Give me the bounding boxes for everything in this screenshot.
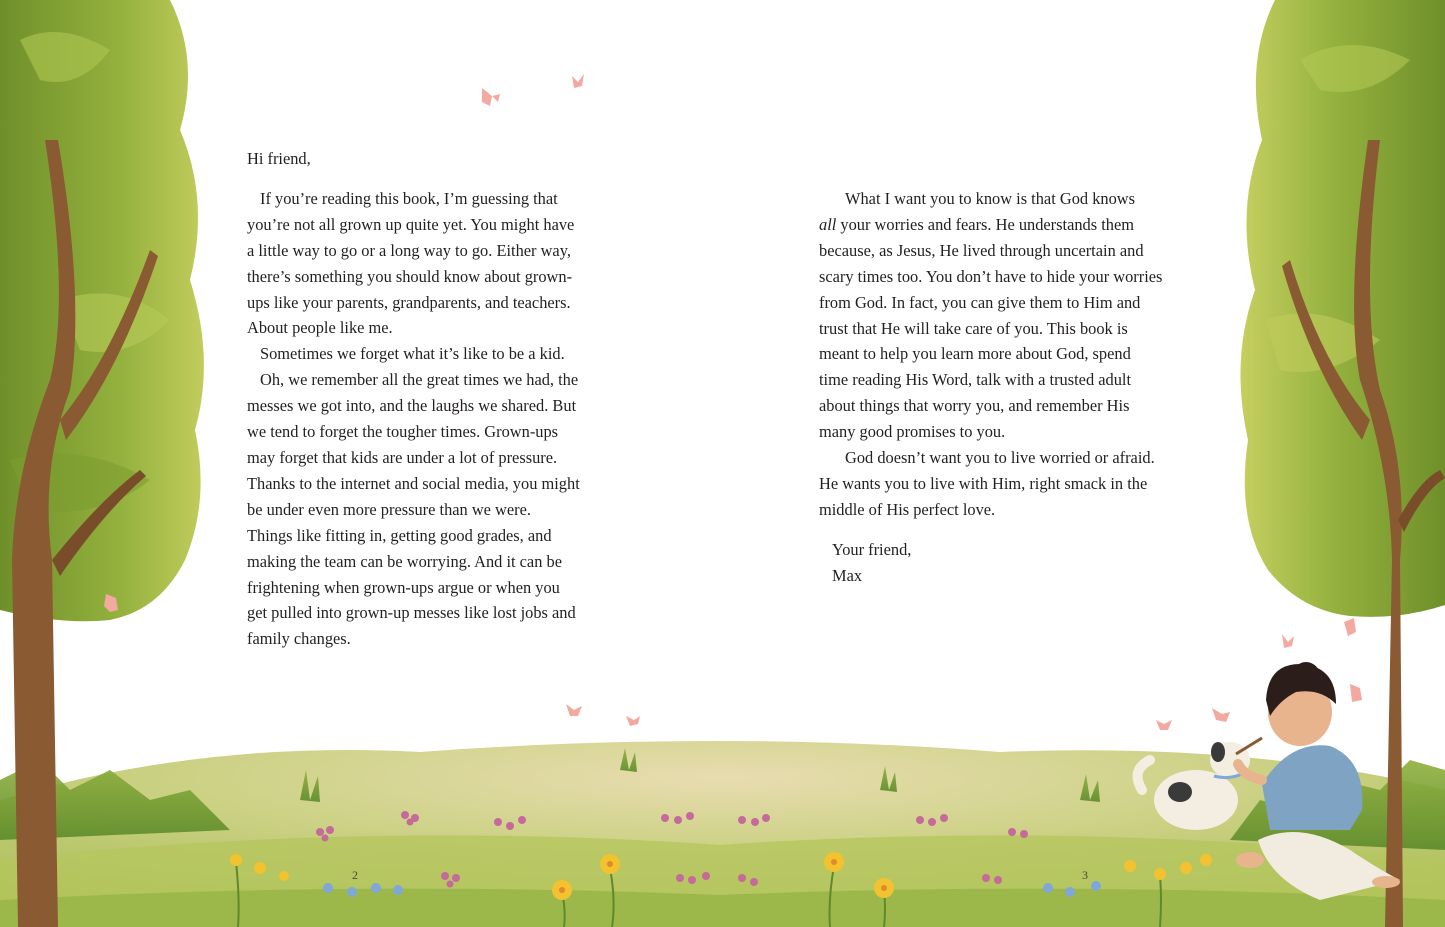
line: there’s something you should know about grown-: [247, 266, 573, 286]
line: making the team can be worrying. And it can be: [247, 551, 562, 571]
line: your worries and fears. He understands them: [836, 214, 1134, 234]
line: About people like me.: [247, 318, 393, 338]
signature: Max: [832, 565, 863, 585]
line: get pulled into grown-up messes like lost jobs and: [247, 603, 576, 623]
line: Thanks to the internet and social media, you might: [247, 473, 580, 493]
line: from God. In fact, you can give them to Him and: [819, 292, 1141, 312]
line: Oh, we remember all the great times we had, the: [260, 370, 579, 390]
line: you’re not all grown up quite yet. You might have: [247, 214, 575, 234]
line: He wants you to live with Him, right smack in the: [819, 473, 1148, 493]
line: because, as Jesus, He lived through uncertain and: [819, 240, 1144, 260]
line: trust that He will take care of you. This book is: [819, 318, 1128, 338]
line: meant to help you learn more about God, spend: [819, 344, 1131, 364]
line: ups like your parents, grandparents, and teachers.: [247, 292, 571, 312]
paragraph-3: [247, 367, 619, 652]
salutation: Hi friend,: [247, 149, 311, 168]
line: frightening when grown-ups argue or when you: [247, 577, 560, 597]
page-number-left: [352, 868, 358, 883]
line: If you’re reading this book, I’m guessing that: [260, 188, 558, 208]
left-page-text: [247, 146, 619, 652]
line: we tend to forget the tougher times. Grown-ups: [247, 422, 559, 442]
line: What I want you to know is that God knows: [845, 189, 1135, 208]
right-page-text: [819, 186, 1204, 589]
paragraph-2: [819, 445, 1204, 523]
line: scary times too. You don’t have to hide your worries: [819, 266, 1163, 286]
line: middle of His perfect love.: [819, 499, 996, 519]
line: about things that worry you, and remember His: [819, 396, 1130, 416]
emphasis-all: all: [819, 214, 837, 234]
paragraph-1: [819, 186, 1204, 445]
page-number-right: [1082, 868, 1088, 883]
page-number-left-text: 2: [352, 868, 358, 882]
line: be under even more pressure than we were.: [247, 499, 531, 519]
line: Things like fitting in, getting good grades, and: [247, 525, 552, 545]
line: family changes.: [247, 629, 351, 649]
line: a little way to go or a long way to go. Either way,: [247, 240, 571, 260]
page-number-right-text: 3: [1082, 868, 1088, 882]
line: time reading His Word, talk with a trusted adult: [819, 370, 1132, 390]
line: God doesn’t want you to live worried or afraid.: [845, 448, 1155, 468]
line: Sometimes we forget what it’s like to be a kid.: [260, 344, 565, 364]
closing: Your friend,: [832, 539, 912, 559]
paragraph-2: [247, 341, 619, 367]
paragraph-1: [247, 186, 619, 341]
line: messes we got into, and the laughs we shared. But: [247, 396, 577, 416]
line: many good promises to you.: [819, 422, 1006, 442]
line: may forget that kids are under a lot of pressure.: [247, 447, 558, 467]
